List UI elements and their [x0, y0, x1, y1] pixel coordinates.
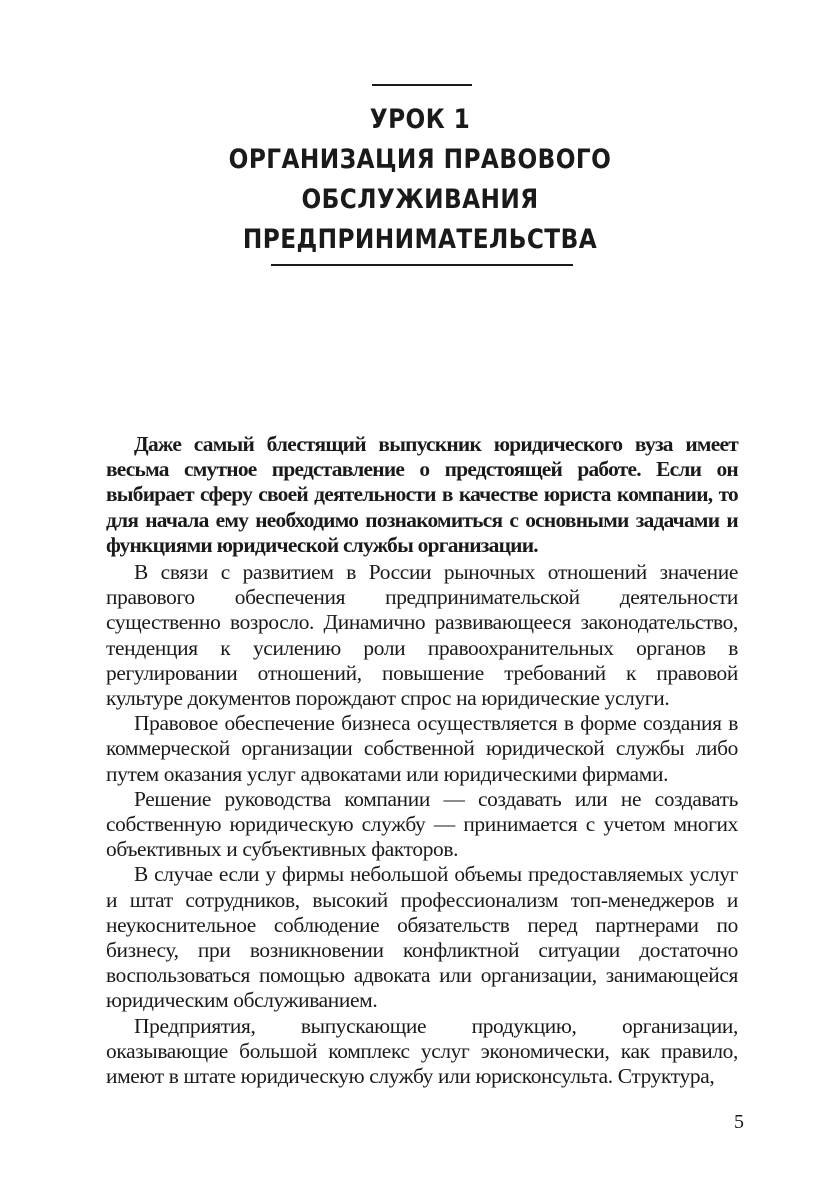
heading-line-2: ОБСЛУЖИВАНИЯ	[301, 184, 539, 215]
heading-line-3: ПРЕДПРИНИМАТЕЛЬСТВА	[242, 224, 598, 255]
page-number: 5	[734, 1111, 744, 1133]
heading-rule-top	[372, 84, 472, 86]
chapter-body	[106, 432, 738, 1089]
intro-paragraph: Даже самый блестящий выпускник юридического вуза имеет весьма смутное представление о предстоящей работе. Если он выбирает сферу своей деятельности в качестве юриста компании, то для начала ему необходимо познакомиться с основными задачами и функциями юридической службы организации.	[106, 432, 738, 557]
paragraph-1: В связи с развитием в России рыночных отношений значение правового обеспечения предпринимательской деятельности существенно возросло. Динамично развивающееся законодательство, тенденция к усилению роли правоохранительных органов в регулировании отношений, повышение требований к правовой культуре документов порождают спрос на юридические услуги.	[106, 560, 738, 711]
heading-line-lesson: УРОК 1	[369, 104, 471, 135]
paragraph-3: Решение руководства компании — создавать или не создавать собственную юридическую службу — принимается с учетом многих объективных и субъективных факторов.	[106, 786, 738, 862]
paragraph-2: Правовое обеспечение бизнеса осуществляется в форме создания в коммерческой организации собственной юридической службы либо путем оказания услуг адвокатами или юридическими фирмами.	[106, 711, 738, 786]
chapter-heading	[188, 100, 652, 260]
paragraph-4: В случае если у фирмы небольшой объемы предоставляемых услуг и штат сотрудников, высокий профессионализм топ-менеджеров и неукоснительное соблюдение обязательств перед партнерами по бизнесу, при возникновении конфликтной ситуации достаточно воспользоваться помощью адвоката или организации, занимающейся юридическим обслуживанием.	[106, 862, 738, 1013]
heading-line-1: ОРГАНИЗАЦИЯ ПРАВОВОГО	[228, 144, 612, 175]
heading-rule-bottom	[271, 264, 573, 266]
paragraph-5: Предприятия, выпускающие продукцию, организации, оказывающие большой комплекс услуг экономически, как правило, имеют в штате юридическую службу или юрисконсульта. Структура,	[106, 1013, 738, 1089]
